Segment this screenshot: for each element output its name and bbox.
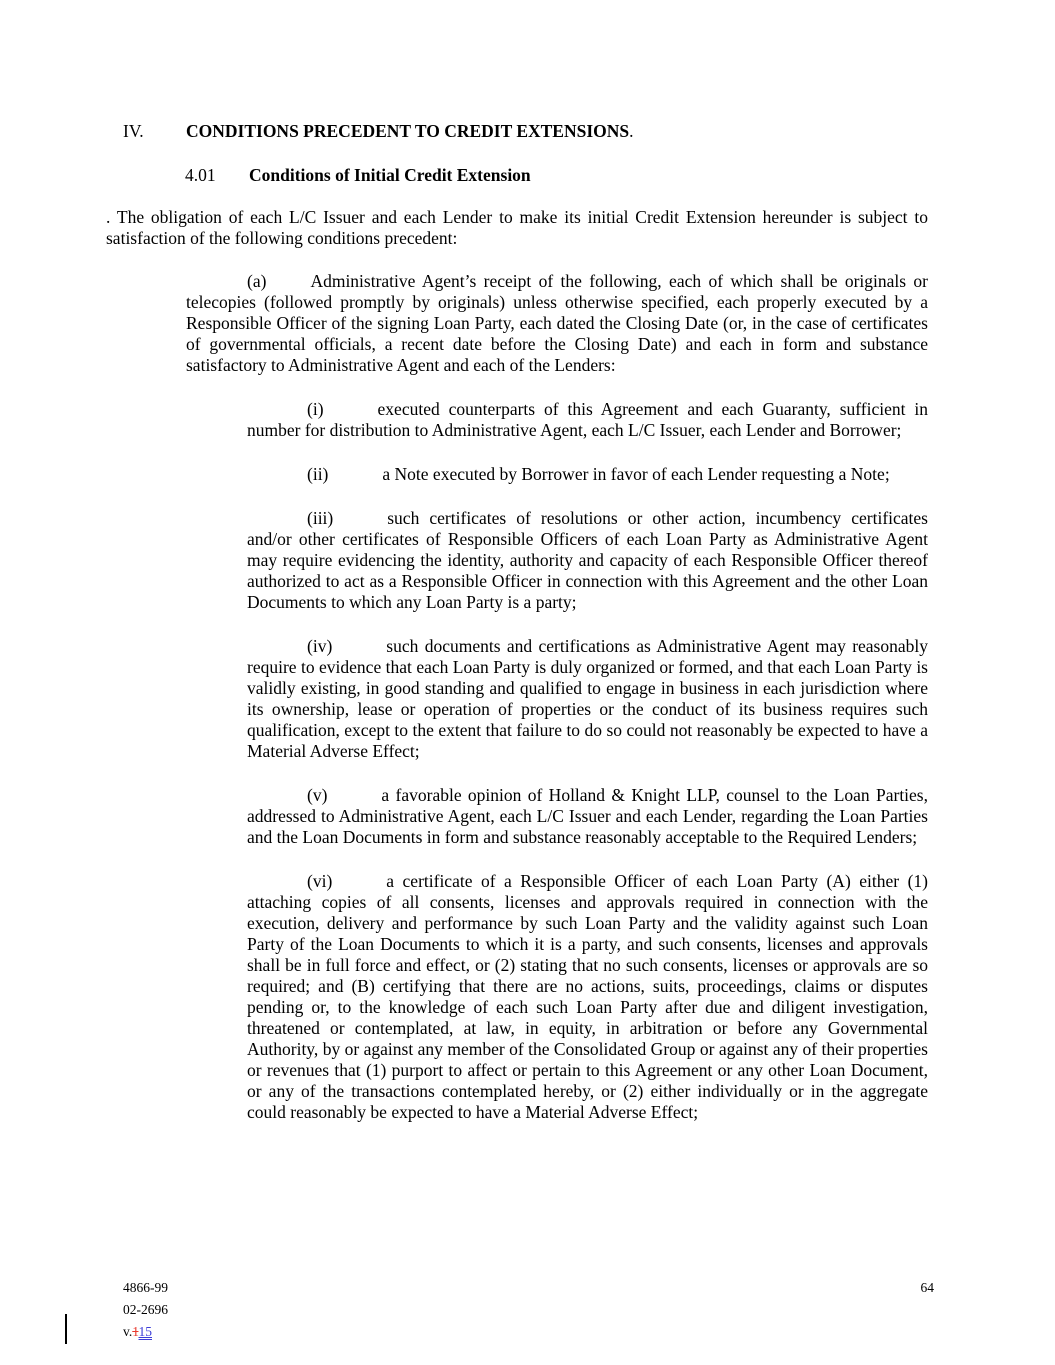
paragraph-label: (i) <box>307 399 324 419</box>
version-prefix: v. <box>123 1324 133 1339</box>
paragraph-text: such certificates of resolutions or other action, incumbency certificates and/or other certificates of Responsible Officers of each Loan Party as Administrative Agent may require evidencing the identity, authority and capacity of each Responsible Officer thereof authorized to act as a Responsible Officer in connection with this Agreement and the other Loan Documents to which any Loan Party is a party; <box>247 508 928 612</box>
version-inserted-text: 15 <box>138 1324 152 1339</box>
footer-doc-id <box>123 1277 168 1343</box>
revision-change-bar <box>65 1314 67 1344</box>
paragraph-a <box>186 271 928 376</box>
paragraph-text: a favorable opinion of Holland & Knight LLP, counsel to the Loan Parties, addressed to Administrative Agent, each L/C Issuer and each Lender, regarding the Loan Parties and the Loan Documents in form and substance reasonably acceptable to the Required Lenders; <box>247 785 928 847</box>
paragraph-label: (vi) <box>307 871 333 891</box>
paragraph-v <box>247 785 928 848</box>
page-number: 64 <box>920 1280 934 1295</box>
section-title: CONDITIONS PRECEDENT TO CREDIT EXTENSIONS <box>186 121 630 141</box>
paragraph-label: (ii) <box>307 464 329 484</box>
footer-version-line <box>123 1321 168 1343</box>
subsection-heading <box>185 165 928 186</box>
intro-paragraph: . The obligation of each L/C Issuer and each Lender to make its initial Credit Extension hereunder is subject to satisfaction of the following conditions precedent: <box>106 207 928 248</box>
subsection-title: Conditions of Initial Credit Extension <box>249 165 531 185</box>
footer-doc-number-1: 4866-99 <box>123 1280 168 1295</box>
version-deleted-text: 1 <box>132 1324 139 1339</box>
paragraph-iii <box>247 508 928 613</box>
subsection-number: 4.01 <box>185 165 216 185</box>
paragraph-text: a certificate of a Responsible Officer of each Loan Party (A) either (1) attaching copies of all consents, licenses and approvals required in connection with the execution, delivery and performance by such Loan Party and the validity against such Loan Party of the Loan Documents to which it is a party, and such consents, licenses and approvals shall be in full force and effect, or (2) stating that no such consents, licenses or approvals are so required; and (B) certifying that there are no actions, suits, proceedings, claims or disputes pending or, to the knowledge of each such Loan Party after due and diligent investigation, threatened or contemplated, at law, in equity, in arbitration or before any Governmental Authority, by or against any member of the Consolidated Group or against any of their properties or revenues that (1) purport to affect or pertain to this Agreement or any other Loan Document, or any of the transactions contemplated hereby, or (2) either individually or in the aggregate could reasonably be expected to have a Material Adverse Effect; <box>247 871 928 1122</box>
paragraph-label: (iii) <box>307 508 334 528</box>
paragraph-text: Administrative Agent’s receipt of the following, each of which shall be originals or telecopies (followed promptly by originals) unless otherwise specified, each properly executed by a Responsible Officer of the signing Loan Party, each dated the Closing Date (or, in the case of certificates of governmental officials, a recent date before the Closing Date) and each in form and substance satisfactory to Administrative Agent and each of the Lenders: <box>186 271 928 375</box>
section-title-period: . <box>629 121 634 141</box>
footer-doc-number-2: 02-2696 <box>123 1302 168 1317</box>
paragraph-ii <box>247 464 928 485</box>
paragraph-vi <box>247 871 928 1123</box>
paragraph-label: (a) <box>247 271 267 291</box>
paragraph-iv <box>247 636 928 762</box>
paragraph-text: such documents and certifications as Administrative Agent may reasonably require to evidence that each Loan Party is duly organized or formed, and that each Loan Party is validly existing, in good standing and qualified to engage in business in each jurisdiction where its ownership, lease or operation of properties or the conduct of its business requires such qualification, except to the extent that failure to do so could not reasonably be expected to have a Material Adverse Effect; <box>247 636 928 761</box>
paragraph-text: a Note executed by Borrower in favor of each Lender requesting a Note; <box>382 464 890 484</box>
paragraph-label: (iv) <box>307 636 333 656</box>
paragraph-i <box>247 399 928 441</box>
paragraph-label: (v) <box>307 785 328 805</box>
section-heading <box>123 121 928 142</box>
paragraph-text: executed counterparts of this Agreement and each Guaranty, sufficient in number for distribution to Administrative Agent, each L/C Issuer, each Lender and Borrower; <box>247 399 928 440</box>
section-numeral: IV. <box>123 121 144 141</box>
